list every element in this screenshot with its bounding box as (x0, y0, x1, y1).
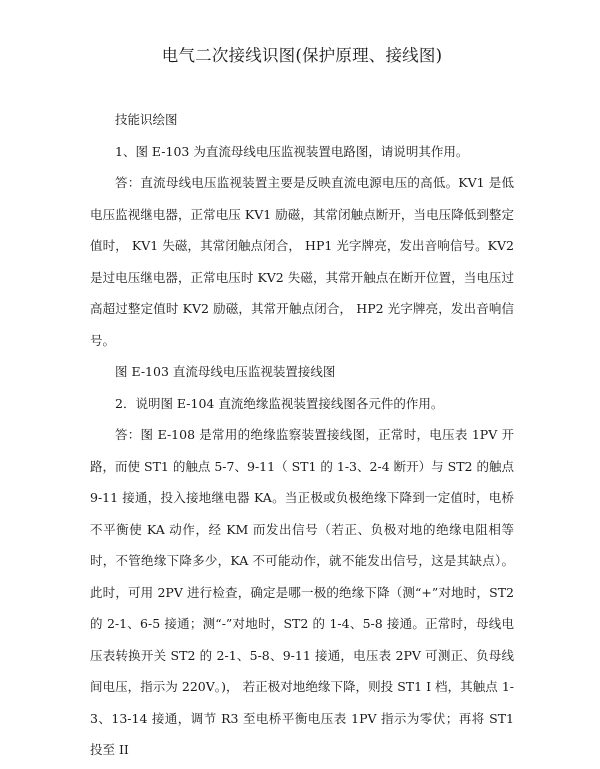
answer-1: 答：直流母线电压监视装置主要是反映直流电源电压的高低。KV1 是低电压监视继电器，正常电压 KV1 励磁，其常闭触点断开，当电压降低到整定值时， KV1 失磁，其常闭触点闭合， HP1 光字牌亮，发出音响信号。KV2 是过电压继电器，正常电压时 KV2 失磁，其常开触点在断开位置，当电压过高超过整定值时 KV2 励磁，其常开触点闭合， HP2 光字牌亮，发出音响信号。 (90, 175, 514, 348)
figure-caption: 图 E-103 直流母线电压监视装置接线图 (115, 364, 336, 379)
question-2: 2．说明图 E-104 直流绝缘监视装置接线图各元件的作用。 (115, 395, 444, 411)
answer-2: 答：图 E-108 是常用的绝缘监察装置接线图，正常时，电压表 1PV 开路，而使 ST1 的触点 5-7、9-11（ ST1 的 1-3、2-4 断开）与 ST2 的触点 9-11 接通，投入接地继电器 KA。当正极或负极绝缘下降到一定值时，电桥不平衡使 KA 动作，经 KM 而发出信号（若正、负极对地的绝缘电阻相等时，不管绝缘下降多少，KA 不可能动作，就不能发出信号，这是其缺点）。此时，可用 2PV 进行检查，确定是哪一极的绝缘下降（测“+”对地时，ST2 的 2-1、6-5 接通；测“-”对地时，ST2 的 1-4、5-8 接通。正常时，母线电压表转换开关 ST2 的 2-1、5-8、9-11 接通，电压表 2PV 可测正、负母线间电压，指示为 220V。)， 若正极对地绝缘下降，则投 ST1 I 档，其触点 1-3、13-14 接通，调节 R3 至电桥平衡电压表 1PV 指示为零伏；再将 ST1 投至 II (90, 427, 514, 757)
question-1: 1、图 E-103 为直流母线电压监视装置电路图，请说明其作用。 (115, 143, 469, 159)
document-title: 电气二次接线识图(保护原理、接线图) (161, 46, 443, 65)
section-heading: 技能识绘图 (115, 112, 178, 127)
